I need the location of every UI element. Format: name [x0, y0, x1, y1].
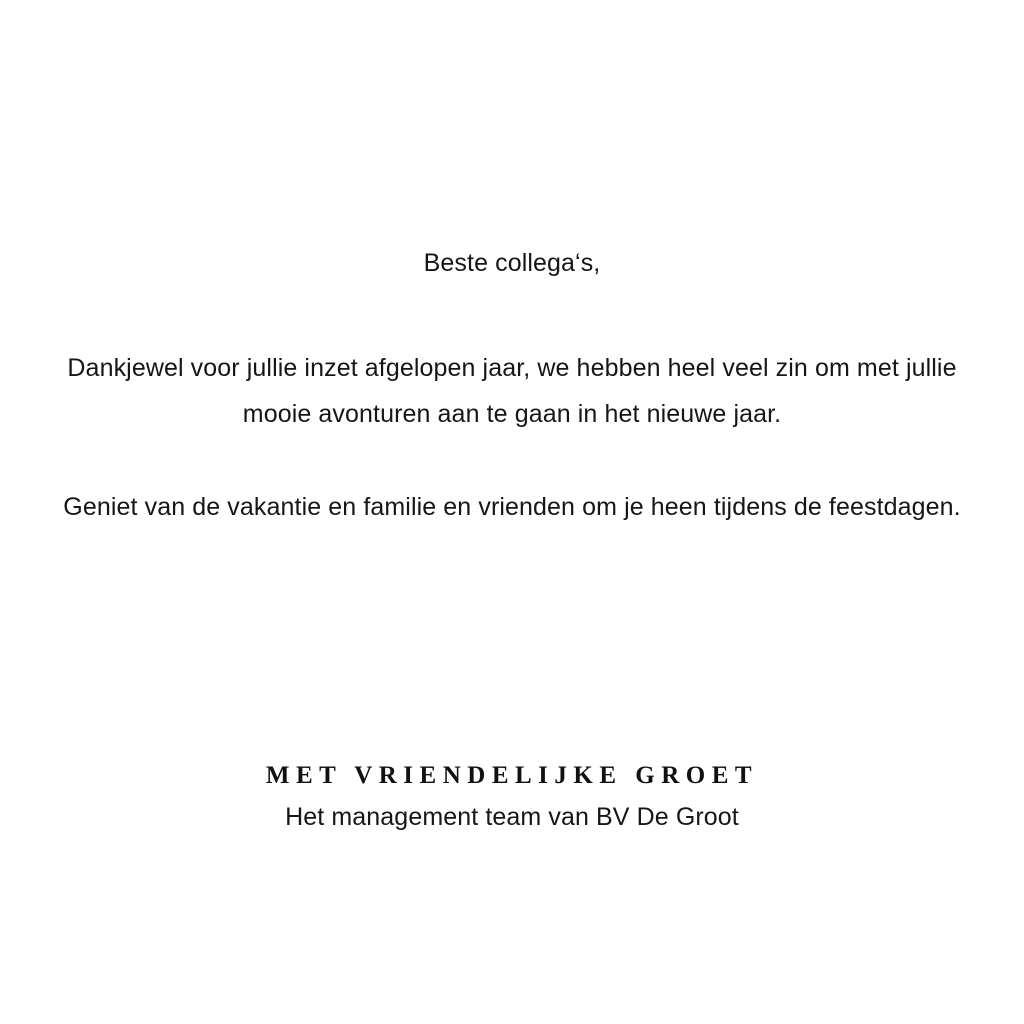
- message-paragraph-1: Dankjewel voor jullie inzet afgelopen jaar, we hebben heel veel zin om met jullie mooie avonturen aan te gaan in het nieuwe jaar.: [67, 354, 957, 429]
- salutation-text: Beste collega‘s,: [423, 249, 601, 277]
- sign-off-text: MET VRIENDELIJKE GROET: [265, 762, 759, 789]
- signature-name: Het management team van BV De Groot: [285, 803, 739, 831]
- message-block: [0, 250, 1024, 530]
- message-paragraph-2: Geniet van de vakantie en familie en vrienden om je heen tijdens de feestdagen.: [63, 493, 961, 522]
- signature-block: [0, 762, 1024, 832]
